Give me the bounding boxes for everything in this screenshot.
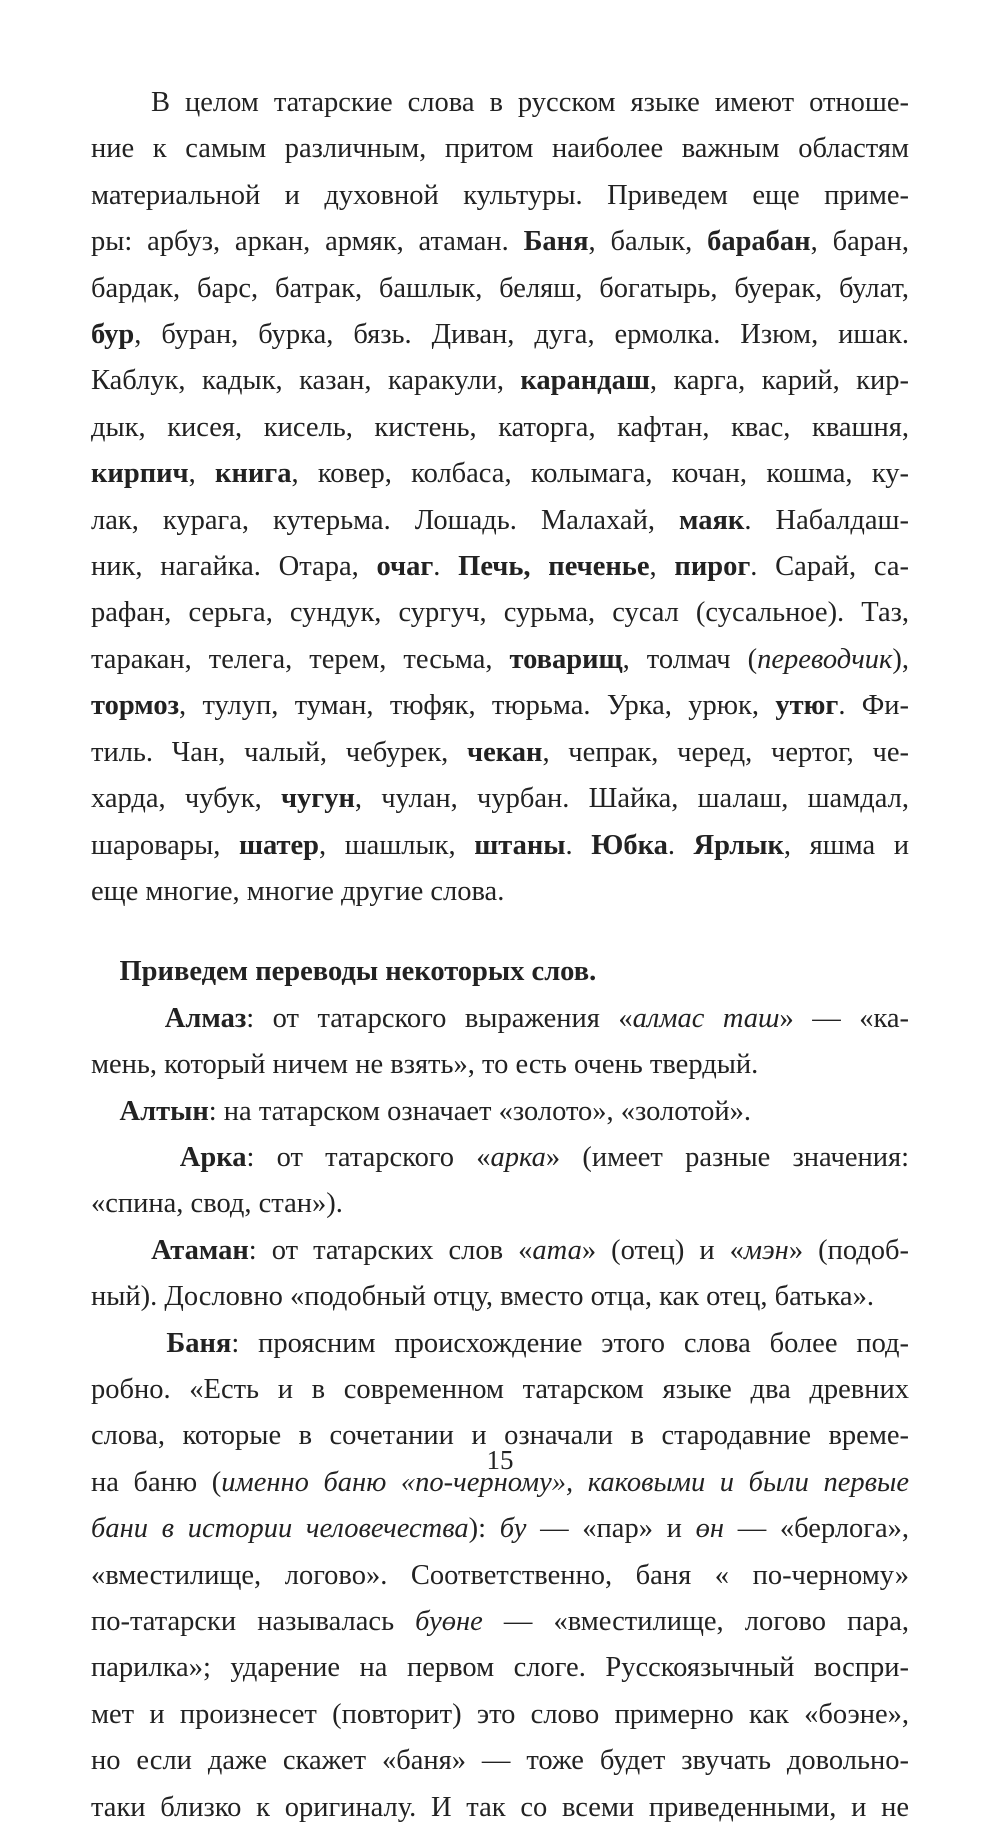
text-line <box>91 1692 909 1738</box>
text-run: » — «ка- <box>779 1002 910 1034</box>
bold-term: Приведем переводы некоторых слов. <box>119 956 597 988</box>
text-run: : проясним происхождение этого слова более под- <box>231 1327 909 1359</box>
text-line <box>91 1089 909 1135</box>
bold-term: шатер <box>238 829 320 861</box>
bold-term: барабан <box>707 226 811 258</box>
text-run: . Фи- <box>838 690 910 722</box>
text-line <box>91 126 909 172</box>
text-run: тиль. Чан, чалый, чебурек, <box>91 736 468 768</box>
text-run: ный). Дословно «подобный отцу, вместо отца, как отец, батька». <box>91 1281 874 1313</box>
text-run: , <box>649 551 675 583</box>
italic-text: буөне <box>415 1606 483 1637</box>
text-run: шаровары, <box>91 829 239 861</box>
text-line <box>91 173 909 219</box>
text-run: мет и произнесет (повторит) это слово примерно как «боэне», <box>91 1698 909 1730</box>
text-run: , ковер, колбаса, колымага, кочан, кошма, ку- <box>291 458 909 490</box>
text-run: харда, чубук, <box>91 783 281 815</box>
bold-term: Алтын <box>119 1095 209 1127</box>
text-run: , шашлык, <box>319 829 475 861</box>
text-line <box>91 776 909 822</box>
bold-term: штаны <box>474 829 566 861</box>
text-run <box>91 1096 120 1127</box>
text-line <box>91 1738 909 1784</box>
bold-term: Баня <box>523 226 589 258</box>
text-line <box>91 312 909 358</box>
bold-term: товарищ <box>509 643 623 675</box>
bold-term: карандаш <box>520 365 650 397</box>
text-run: , буран, бурка, бязь. Диван, дуга, ермолка. Изюм, ишак. <box>134 319 909 351</box>
bold-term: Алмаз <box>164 1002 247 1034</box>
text-run: ры: арбуз, аркан, армяк, атаман. <box>91 226 524 258</box>
italic-text: өн <box>695 1513 725 1545</box>
text-run: но если даже скажет «баня» — тоже будет звучать довольно- <box>91 1745 909 1777</box>
italic-text: именно баню «по-черному», каковыми и были первые <box>221 1466 909 1498</box>
text-line <box>91 1181 909 1227</box>
bold-term: чекан <box>467 736 543 768</box>
text-line <box>91 1135 909 1181</box>
text-run: ), <box>892 643 909 675</box>
text-run: , яшма и <box>783 829 909 861</box>
text-run: — «берлога», <box>724 1513 910 1545</box>
text-run: , толмач ( <box>622 643 758 675</box>
text-run: : от татарских слов « <box>248 1234 533 1266</box>
text-run: еще многие, многие другие слова. <box>91 875 505 907</box>
text-line <box>91 637 909 683</box>
text-line <box>91 1228 909 1274</box>
text-line <box>91 498 909 544</box>
text-run: : от татарского выражения « <box>246 1002 633 1034</box>
text-line <box>91 266 909 312</box>
text-run: : на татарском означает «золото», «золотой». <box>208 1095 752 1127</box>
bold-term: Ярлык <box>693 829 784 861</box>
text-run: бардак, барс, батрак, башлык, беляш, богатырь, буерак, булат, <box>91 272 909 304</box>
text-run: » (отец) и « <box>581 1234 744 1266</box>
text-run: . Набалдаш- <box>744 504 909 536</box>
bold-term: кирпич <box>91 458 189 490</box>
text-line <box>91 1042 909 1088</box>
text-run: таракан, телега, терем, тесьма, <box>91 643 510 675</box>
text-line <box>91 544 909 590</box>
italic-text: ата <box>532 1234 582 1266</box>
italic-text: бу <box>499 1513 527 1545</box>
section-gap <box>91 915 909 949</box>
bold-term: маяк <box>679 504 745 536</box>
text-line <box>91 1645 909 1691</box>
text-line <box>91 823 909 869</box>
text-line <box>91 219 909 265</box>
bold-term: Юбка <box>591 829 668 861</box>
paragraph-tatar-words <box>91 80 909 915</box>
text-run: . Сарай, са- <box>750 551 910 583</box>
text-run: , чепрак, черед, чертог, че- <box>542 736 909 768</box>
text-run <box>91 1328 166 1359</box>
text-run: мень, который ничем не взять», то есть очень твердый. <box>91 1049 759 1081</box>
text-run: Каблук, кадык, казан, каракули, <box>91 365 521 397</box>
text-run: по-татарски называлась <box>91 1606 416 1637</box>
section-translations <box>91 949 909 1831</box>
text-run: на баню ( <box>91 1466 222 1498</box>
text-line <box>91 996 909 1042</box>
text-run <box>91 1142 180 1173</box>
text-line <box>91 1599 909 1645</box>
bold-term: Печь, печенье <box>458 551 650 583</box>
text-run <box>91 1003 165 1034</box>
text-run: — «пар» и <box>526 1513 696 1545</box>
text-run: . <box>565 829 592 861</box>
text-run: » (имеет разные значения: <box>545 1141 910 1173</box>
text-run: парилка»; ударение на первом слоге. Русскоязычный воспри- <box>91 1652 909 1684</box>
text-run: , карга, карий, кир- <box>649 365 910 397</box>
page-number <box>0 1445 1000 1476</box>
page-number-text: 15 <box>486 1445 514 1475</box>
text-run: слова, которые в сочетании и означали в стародавние време- <box>91 1420 909 1452</box>
text-line <box>91 405 909 451</box>
text-line <box>91 683 909 729</box>
text-run: » (подоб- <box>788 1234 910 1266</box>
text-run: . <box>433 551 459 583</box>
text-run: ние к самым различным, притом наиболее важным областям <box>91 133 909 165</box>
text-run <box>91 956 120 987</box>
text-line <box>91 80 909 126</box>
bold-term: бур <box>91 319 135 351</box>
bold-term: Атаман <box>151 1234 249 1266</box>
text-run <box>91 1235 151 1266</box>
text-run: дык, кисея, кисель, кистень, каторга, кафтан, квас, квашня, <box>91 411 909 443</box>
text-line <box>91 1367 909 1413</box>
text-block <box>91 80 909 1831</box>
text-line <box>91 451 909 497</box>
text-line <box>91 358 909 404</box>
text-run: . <box>667 829 694 861</box>
italic-text: мэн <box>743 1234 789 1266</box>
text-run: материальной и духовной культуры. Приведем еще приме- <box>91 179 909 211</box>
text-run: В целом татарские слова в русском языке имеют отноше- <box>91 87 909 118</box>
bold-term: Арка <box>179 1141 247 1173</box>
text-run: лак, курага, кутерьма. Лошадь. Малахай, <box>91 504 680 536</box>
bold-term: Баня <box>166 1327 232 1359</box>
text-run: ): <box>468 1513 500 1545</box>
bold-term: пирог <box>674 551 751 583</box>
text-run: таки близко к оригиналу. И так со всеми приведенными, и не <box>91 1791 909 1823</box>
text-run: , баран, <box>810 226 909 258</box>
bold-term: книга <box>215 458 292 490</box>
text-run: , <box>188 458 216 490</box>
text-line <box>91 590 909 636</box>
italic-text: арка <box>490 1141 546 1173</box>
text-run: , чулан, чурбан. Шайка, шалаш, шамдал, <box>354 783 909 815</box>
text-run: рафан, серьга, сундук, сургуч, сурьма, сусал (сусальное). Таз, <box>91 597 909 629</box>
text-line <box>91 949 909 995</box>
bold-term: тормоз <box>91 690 180 722</box>
italic-text: переводчик <box>757 643 893 675</box>
text-line <box>91 1506 909 1552</box>
text-line <box>91 1274 909 1320</box>
text-run: , балык, <box>588 226 708 258</box>
text-run: робно. «Есть и в современном татарском языке два древних <box>91 1373 909 1405</box>
text-run: «вместилище, логово». Соответственно, баня « по-черному» <box>91 1559 909 1591</box>
bold-term: очаг <box>376 551 434 583</box>
text-line <box>91 730 909 776</box>
text-run: ник, нагайка. Отара, <box>91 551 377 583</box>
text-line <box>91 1321 909 1367</box>
bold-term: утюг <box>775 690 839 722</box>
text-run: : от татарского « <box>246 1141 491 1173</box>
bold-term: чугун <box>280 783 355 815</box>
text-run: , тулуп, туман, тюфяк, тюрьма. Урка, урюк, <box>179 690 776 722</box>
italic-text: бани в истории человечества <box>91 1513 469 1545</box>
text-line <box>91 1785 909 1831</box>
text-run: «спина, свод, стан»). <box>91 1188 343 1220</box>
text-run: — «вместилище, логово пара, <box>482 1606 909 1637</box>
text-line <box>91 869 909 915</box>
italic-text: алмас таш <box>632 1002 780 1034</box>
text-line <box>91 1553 909 1599</box>
